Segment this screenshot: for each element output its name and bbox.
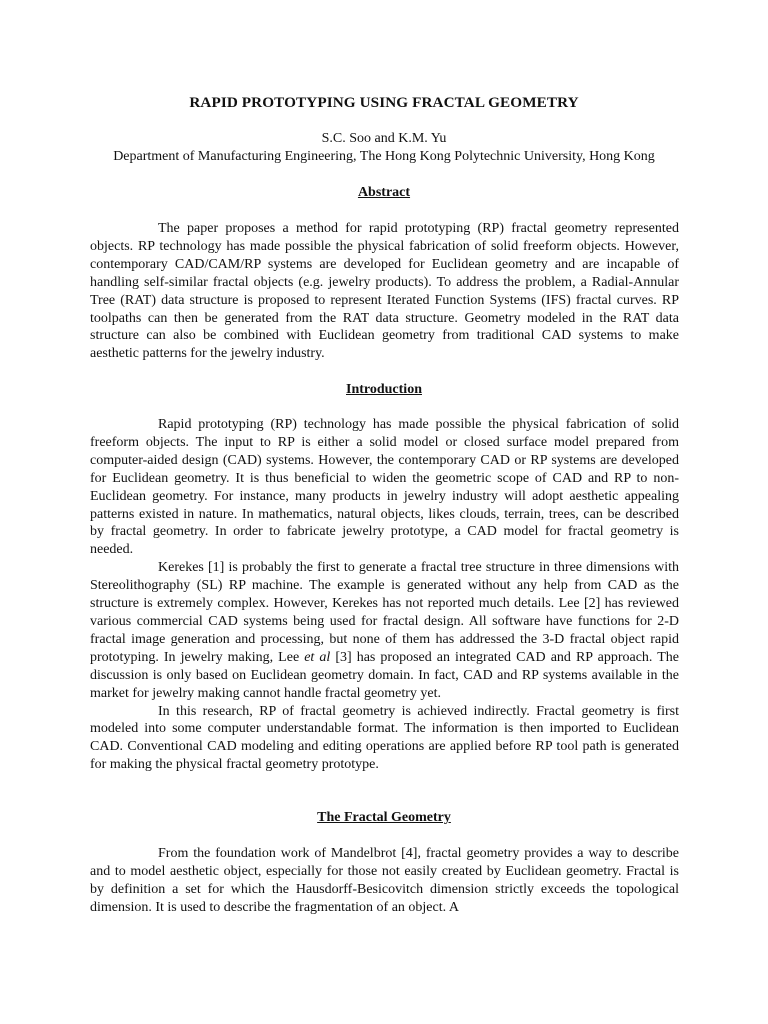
introduction-body bbox=[90, 416, 679, 774]
abstract-heading: Abstract bbox=[357, 185, 411, 200]
paper-authors: S.C. Soo and K.M. Yu bbox=[321, 131, 447, 146]
introduction-heading: Introduction bbox=[346, 382, 422, 397]
abstract-body bbox=[90, 220, 679, 363]
introduction-paragraph-3: In this research, RP of fractal geometry is achieved indirectly. Fractal geometry is first modeled into some computer understandable format. The information is then imported to Euclidean CAD. Conventional CAD modeling and editing operations are applied before RP tool path is generated for making the physical fractal geometry prototype. bbox=[90, 703, 679, 773]
introduction-paragraph-2: Kerekes [1] is probably the first to generate a fractal tree structure in three dimensions with Stereolithography (SL) RP machine. The example is generated without any help from CAD as the structure is extremely complex. However, Kerekes has not reported much details. Lee [2] has reviewed various commercial CAD systems being used for fractal design. All software have functions for 2-D fractal image generation and processing, but none of them has addressed the 3-D fractal object rapid prototyping. In jewelry making, Lee et al [3] has proposed an integrated CAD and RP approach. The discussion is only based on Euclidean geometry domain. In fact, CAD and RP systems available in the market for jewelry making cannot handle fractal geometry yet. bbox=[90, 560, 679, 701]
introduction-paragraph-1: Rapid prototyping (RP) technology has made possible the physical fabrication of solid freeform objects. The input to RP is either a solid model or closed surface model prepared from computer-aided design (CAD) systems. However, the contemporary CAD or RP systems are developed for Euclidean geometry. It is thus beneficial to widen the geometric scope of CAD and RP to non-Euclidean geometry. For instance, many products in jewelry industry will adopt aesthetic appealing patterns existed in nature. In mathematics, natural objects, likes clouds, terrain, trees, can be described by fractal geometry. In order to fabricate jewelry prototype, a CAD model for fractal geometry is needed. bbox=[90, 417, 679, 558]
fractal-geometry-heading: The Fractal Geometry bbox=[317, 810, 451, 825]
abstract-paragraph: The paper proposes a method for rapid prototyping (RP) fractal geometry represented objects. RP technology has made possible the physical fabrication of solid freeform objects. However, contemporary CAD/CAM/RP systems are developed for Euclidean geometry and are incapable of handling self-similar fractal objects (e.g. jewelry products). To address the problem, a Radial-Annular Tree (RAT) data structure is proposed to represent Iterated Function Systems (IFS) fractal curves. RP toolpaths can then be generated from the RAT data structure. Geometry modeled in the RAT data structure can also be combined with Euclidean geometry from traditional CAD systems to make aesthetic patterns for the jewelry industry. bbox=[90, 221, 679, 362]
fractal-geometry-body bbox=[90, 845, 679, 917]
paper-title: RAPID PROTOTYPING USING FRACTAL GEOMETRY bbox=[189, 94, 579, 111]
fractal-geometry-paragraph-1: From the foundation work of Mandelbrot [4], fractal geometry provides a way to describe and to model aesthetic object, especially for those not easily created by Euclidean geometry. Fractal is by definition a set for which the Hausdorff-Besicovitch dimension strictly exceeds the topological dimension. It is used to describe the fragmentation of an object. A bbox=[90, 846, 679, 915]
paper-affiliation: Department of Manufacturing Engineering, The Hong Kong Polytechnic University, Hong Kong bbox=[113, 149, 655, 164]
